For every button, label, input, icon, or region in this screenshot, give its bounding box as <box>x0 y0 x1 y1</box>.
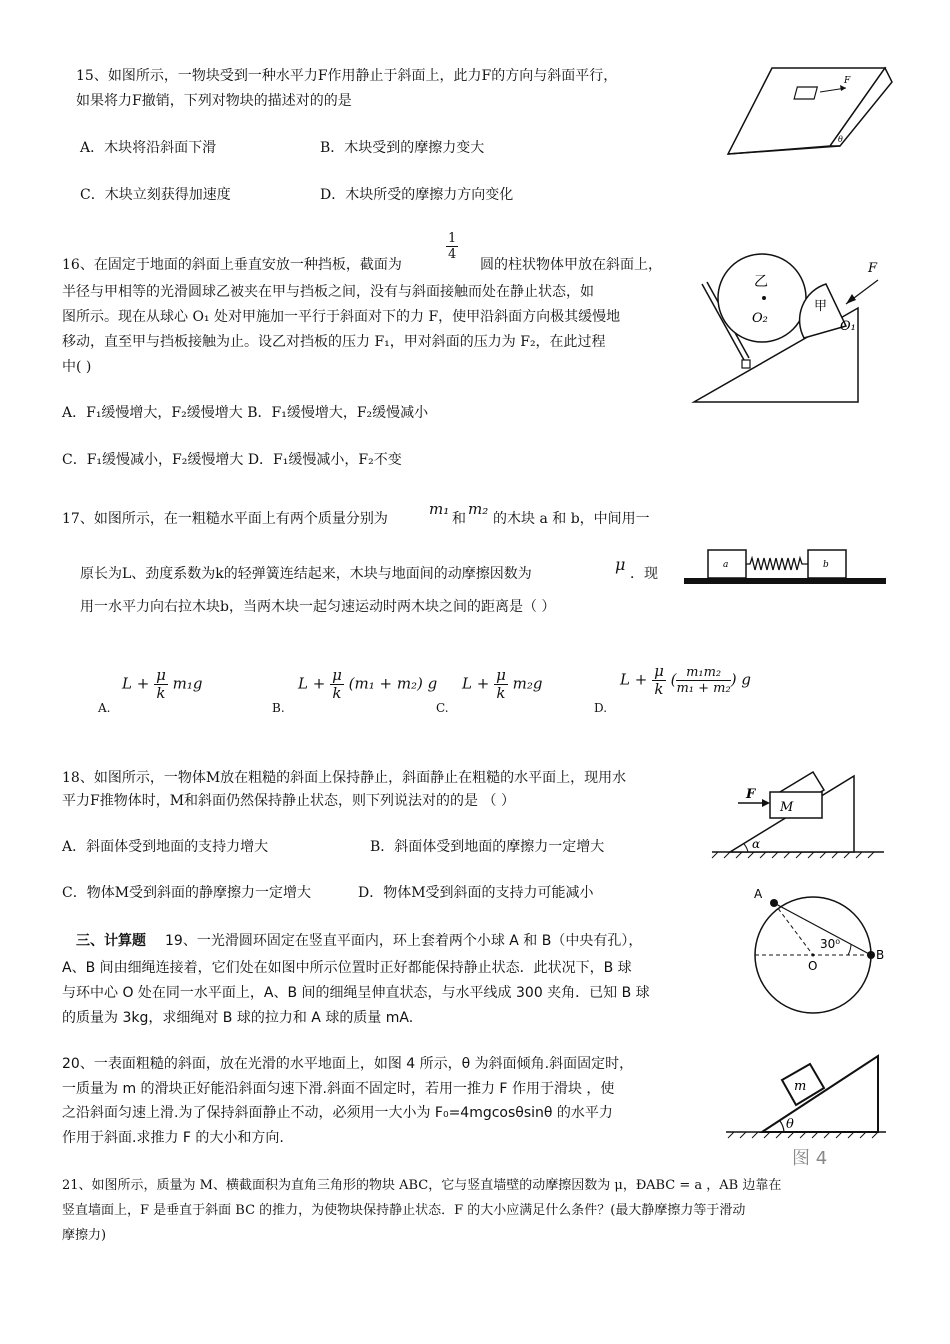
q15-stem-line1: 15、如图所示，一物块受到一种水平力F作用静止于斜面上，此力F的方向与斜面平行， <box>76 68 618 84</box>
q17-stem-line1a: 17、如图所示，在一粗糙水平面上有两个质量分别为 <box>62 511 388 527</box>
q17-stem-line1b: 的木块 a 和 b，中间用一 <box>493 511 650 527</box>
formula-d-numerator: m₁m₂ <box>676 666 730 681</box>
q16-options-cd: C．F₁缓慢减小，F₂缓慢增大 D．F₁缓慢减小，F₂不变 <box>62 452 402 468</box>
formula-tail: m₁g <box>172 674 203 693</box>
q18-option-c: C．物体M受到斜面的静摩擦力一定增大 <box>62 885 312 901</box>
q19-ring-figure <box>738 880 888 1030</box>
formula-l: L + <box>620 670 648 689</box>
q20-incline-figure <box>722 1050 890 1172</box>
q18-fig-alpha: α <box>752 837 761 851</box>
q17-and: 和 <box>452 511 466 527</box>
q19-fig-b: B <box>876 948 885 962</box>
formula-k: k <box>496 684 506 702</box>
q18-option-a: A．斜面体受到地面的支持力增大 <box>62 839 269 855</box>
q16-fraction-denominator: 4 <box>448 247 457 262</box>
q17-stem-line3: 用一水平力向右拉木块b，当两木块一起匀速运动时两木块之间的距离是（ ） <box>80 599 556 615</box>
q19-section-heading: 三、计算题 <box>76 933 146 949</box>
q17-mu: μ <box>615 555 626 574</box>
q16-stem-line2: 半径与甲相等的光滑圆球乙被夹在甲与挡板之间，没有与斜面接触而处在静止状态，如 <box>62 284 594 300</box>
q19-fig-angle: 30⁰ <box>820 937 841 951</box>
q16-fig-o2: O₂ <box>752 311 768 326</box>
q17-fig-b: b <box>823 560 829 570</box>
formula-mu: μ <box>654 662 664 680</box>
q16-stem-line1b: 圆的柱状物体甲放在斜面上， <box>480 257 662 273</box>
q17-fig-a: a <box>723 560 729 570</box>
q19-stem-line4: 的质量为 3kg，求细绳对 B 球的拉力和 A 球的质量 mA. <box>62 1010 414 1026</box>
q17-option-d-formula <box>620 664 751 697</box>
formula-mu: μ <box>156 666 166 684</box>
q21-stem-line1: 21、如图所示，质量为 M、横截面积为直角三角形的物块 ABC，它与竖直墙壁的动摩擦因数为 μ，ÐABC = a ，AB 边靠在 <box>62 1178 782 1193</box>
q16-quarter-fraction <box>446 232 458 261</box>
formula-l: L + <box>462 674 490 693</box>
q15-fig-label-theta: θ <box>838 135 843 144</box>
q18-option-d: D．物体M受到斜面的支持力可能减小 <box>358 885 594 901</box>
q15-option-a: A．木块将沿斜面下滑 <box>80 140 217 156</box>
formula-mu: μ <box>332 666 342 684</box>
q18-fig-m: M <box>780 800 794 815</box>
q19-fig-o: O <box>808 959 818 973</box>
formula-k: k <box>156 684 166 702</box>
q17-option-d-label: D. <box>594 701 608 715</box>
q20-fig-m: m <box>794 1079 807 1094</box>
q15-fig-label-f: F <box>844 76 851 86</box>
q20-stem-line1: 20、一表面粗糙的斜面，放在光滑的水平地面上，如图 4 所示，θ 为斜面倾角.斜面固定时， <box>62 1056 634 1072</box>
q17-mass-m2: m₂ <box>468 500 489 518</box>
formula-tail: m₂g <box>512 674 543 693</box>
q17-option-c-label: C. <box>436 701 449 715</box>
q17-option-a-label: A. <box>98 701 111 715</box>
q18-fig-f: F <box>746 787 756 802</box>
q16-stem-line4: 移动，直至甲与挡板接触为止。设乙对挡板的压力 F₁，甲对斜面的压力为 F₂，在此过程 <box>62 334 606 350</box>
q16-stem-line5: 中( ) <box>62 359 92 375</box>
q16-fig-yi: 乙 <box>754 274 768 290</box>
q18-stem-line1: 18、如图所示，一物体M放在粗糙的斜面上保持静止，斜面静止在粗糙的水平面上，现用水 <box>62 770 627 786</box>
q20-fig-theta: θ <box>786 1117 794 1132</box>
formula-paren-left: ( <box>670 670 677 689</box>
q16-fig-jia: 甲 <box>814 299 828 314</box>
q17-option-c-formula <box>462 668 542 701</box>
q16-stem-line1a: 16、在固定于地面的斜面上垂直安放一种挡板，截面为 <box>62 257 402 273</box>
q20-stem-line2: 一质量为 m 的滑块正好能沿斜面匀速下滑.斜面不固定时，若用一推力 F 作用于滑块 ，使 <box>62 1081 615 1097</box>
q20-fig-caption: 图 4 <box>792 1148 828 1169</box>
formula-paren-right: ) g <box>730 670 751 689</box>
q15-option-b: B．木块受到的摩擦力变大 <box>320 140 485 156</box>
q16-fraction-numerator: 1 <box>448 231 457 246</box>
q19-fig-a: A <box>754 887 763 901</box>
q20-stem-line4: 作用于斜面.求推力 F 的大小和方向. <box>62 1130 284 1146</box>
q16-fig-o1: O₁ <box>840 319 856 334</box>
q16-stem-line3: 图所示。现在从球心 O₁ 处对甲施加一平行于斜面对下的力 F，使甲沿斜面方向极其缓慢地 <box>62 309 621 325</box>
q18-option-b: B．斜面体受到地面的摩擦力一定增大 <box>370 839 605 855</box>
q19-stem-line1: 19、一光滑圆环固定在竖直平面内，环上套着两个小球 A 和 B（中央有孔）， <box>165 933 643 949</box>
q19-stem-line3: 与环中心 O 处在同一水平面上，A、B 间的细绳呈伸直状态，与水平线成 300 夹角．已知 B 球 <box>62 985 650 1001</box>
formula-l: L + <box>122 674 150 693</box>
q17-option-b-formula <box>298 668 437 701</box>
q16-fig-f: F <box>868 261 878 276</box>
formula-d-denominator: m₁ + m₂ <box>676 681 731 696</box>
q17-spring-blocks-figure <box>680 542 890 590</box>
q19-stem-line2: A、B 间由细绳连接着，它们处在如图中所示位置时正好都能保持静止状态．此状况下，B 球 <box>62 960 632 976</box>
q20-stem-line3: 之沿斜面匀速上滑.为了保持斜面静止不动，必须用一大小为 F₀=4mgcosθsinθ 的水平力 <box>62 1105 613 1121</box>
formula-l: L + <box>298 674 326 693</box>
formula-tail: (m₁ + m₂) g <box>348 674 438 693</box>
q17-option-b-label: B. <box>272 701 285 715</box>
q17-stem-line2a: 原长为L、劲度系数为k的轻弹簧连结起来，木块与地面间的动摩擦因数为 <box>80 566 532 582</box>
q21-stem-line2: 竖直墙面上，F 是垂直于斜面 BC 的推力，为使物块保持静止状态．F 的大小应满足什么条件？(最大静摩擦力等于滑动 <box>62 1203 746 1218</box>
q18-stem-line2: 平力F推物体时，M和斜面仍然保持静止状态，则下列说法对的的是 （ ） <box>62 793 515 809</box>
q17-stem-line2b: ．现 <box>630 566 658 582</box>
formula-k: k <box>654 680 664 698</box>
q18-incline-figure <box>708 770 888 860</box>
q21-stem-line3: 摩擦力) <box>62 1228 107 1243</box>
q17-mass-m1: m₁ <box>429 500 450 518</box>
q17-option-a-formula <box>122 668 202 701</box>
q16-options-ab: A．F₁缓慢增大，F₂缓慢增大 B．F₁缓慢增大，F₂缓慢减小 <box>62 405 429 421</box>
q15-option-c: C．木块立刻获得加速度 <box>80 187 231 203</box>
q15-incline-figure <box>720 62 895 162</box>
q15-stem-line2: 如果将力F撤销，下列对物块的描述对的的是 <box>76 93 352 109</box>
formula-k: k <box>332 684 342 702</box>
q15-option-d: D．木块所受的摩擦力方向变化 <box>320 187 514 203</box>
formula-mu: μ <box>496 666 506 684</box>
q16-board-ball-figure <box>690 248 890 408</box>
